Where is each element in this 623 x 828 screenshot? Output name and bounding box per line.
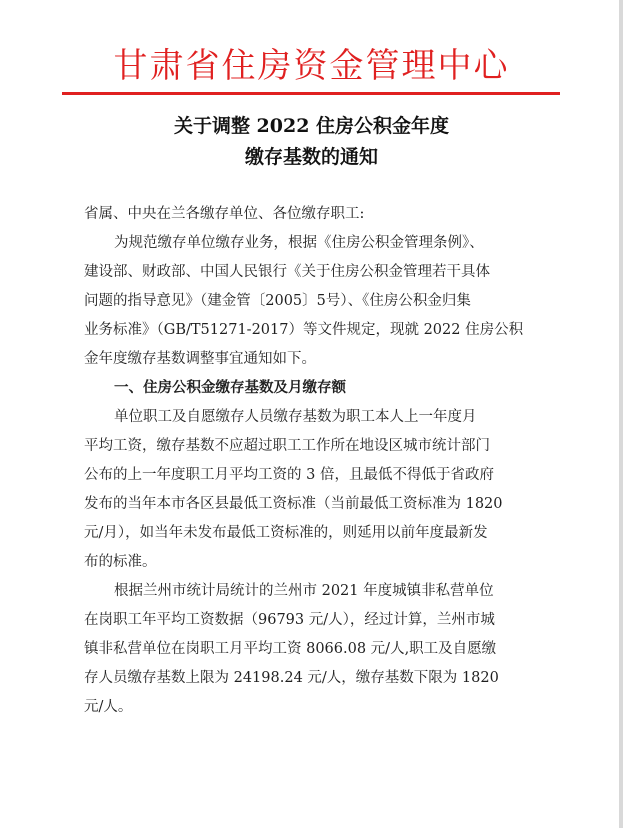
paragraph-2-line: 发布的当年本市各区县最低工资标准（当前最低工资标准为 1820 <box>84 496 503 512</box>
paragraph-3-line: 在岗职工年平均工资数据（96793 元/人），经过计算，兰州市城 <box>84 612 495 628</box>
paragraph-1-line: 问题的指导意见》（建金管〔2005〕5号）、《住房公积金归集 <box>84 293 471 309</box>
paragraph-3-line: 根据兰州市统计局统计的兰州市 2021 年度城镇非私营单位 <box>114 583 494 599</box>
paragraph-1-line: 建设部、财政部、中国人民银行《关于住房公积金管理若干具体 <box>84 264 490 280</box>
paragraph-2-line: 公布的上一年度职工月平均工资的 3 倍，且最低不得低于省政府 <box>84 467 494 483</box>
salutation <box>84 200 544 229</box>
paragraph-3-line: 镇非私营单位在岗职工月平均工资 8066.08 元/人,职工及自愿缴 <box>84 641 497 657</box>
paragraph-1-line: 业务标准》（GB/T51271-2017）等文件规定，现就 2022 住房公积 <box>84 322 524 338</box>
section-1-heading-text: 一、住房公积金缴存基数及月缴存额 <box>114 380 346 396</box>
paragraph-2-line: 元/月），如当年未发布最低工资标准的，则延用以前年度最新发 <box>84 525 488 541</box>
document-title-line-2: 缴存基数的通知 <box>244 146 378 168</box>
document-title-line-1: 关于调整 2022 住房公积金年度 <box>173 115 450 137</box>
paragraph-2-line: 单位职工及自愿缴存人员缴存基数为职工本人上一年度月 <box>114 409 477 425</box>
section-1-heading <box>84 374 544 403</box>
org-letterhead: 甘肃省住房资金管理中心 <box>113 46 510 86</box>
paragraph-1-line: 金年度缴存基数调整事宜通知如下。 <box>84 351 316 367</box>
paragraph-3-line: 元/人。 <box>84 699 133 715</box>
paragraph-1-line: 为规范缴存单位缴存业务，根据《住房公积金管理条例》、 <box>114 235 484 251</box>
paragraph-2-line: 布的标准。 <box>84 554 157 570</box>
letterhead-divider <box>62 92 560 95</box>
paragraph-1 <box>84 229 544 374</box>
salutation-text: 省属、中央在兰各缴存单位、各位缴存职工: <box>84 206 365 222</box>
paragraph-3 <box>84 577 544 722</box>
paragraph-2 <box>84 403 544 577</box>
paragraph-3-line: 存人员缴存基数上限为 24198.24 元/人，缴存基数下限为 1820 <box>84 670 499 686</box>
paragraph-2-line: 平均工资，缴存基数不应超过职工工作所在地设区城市统计部门 <box>84 438 490 454</box>
